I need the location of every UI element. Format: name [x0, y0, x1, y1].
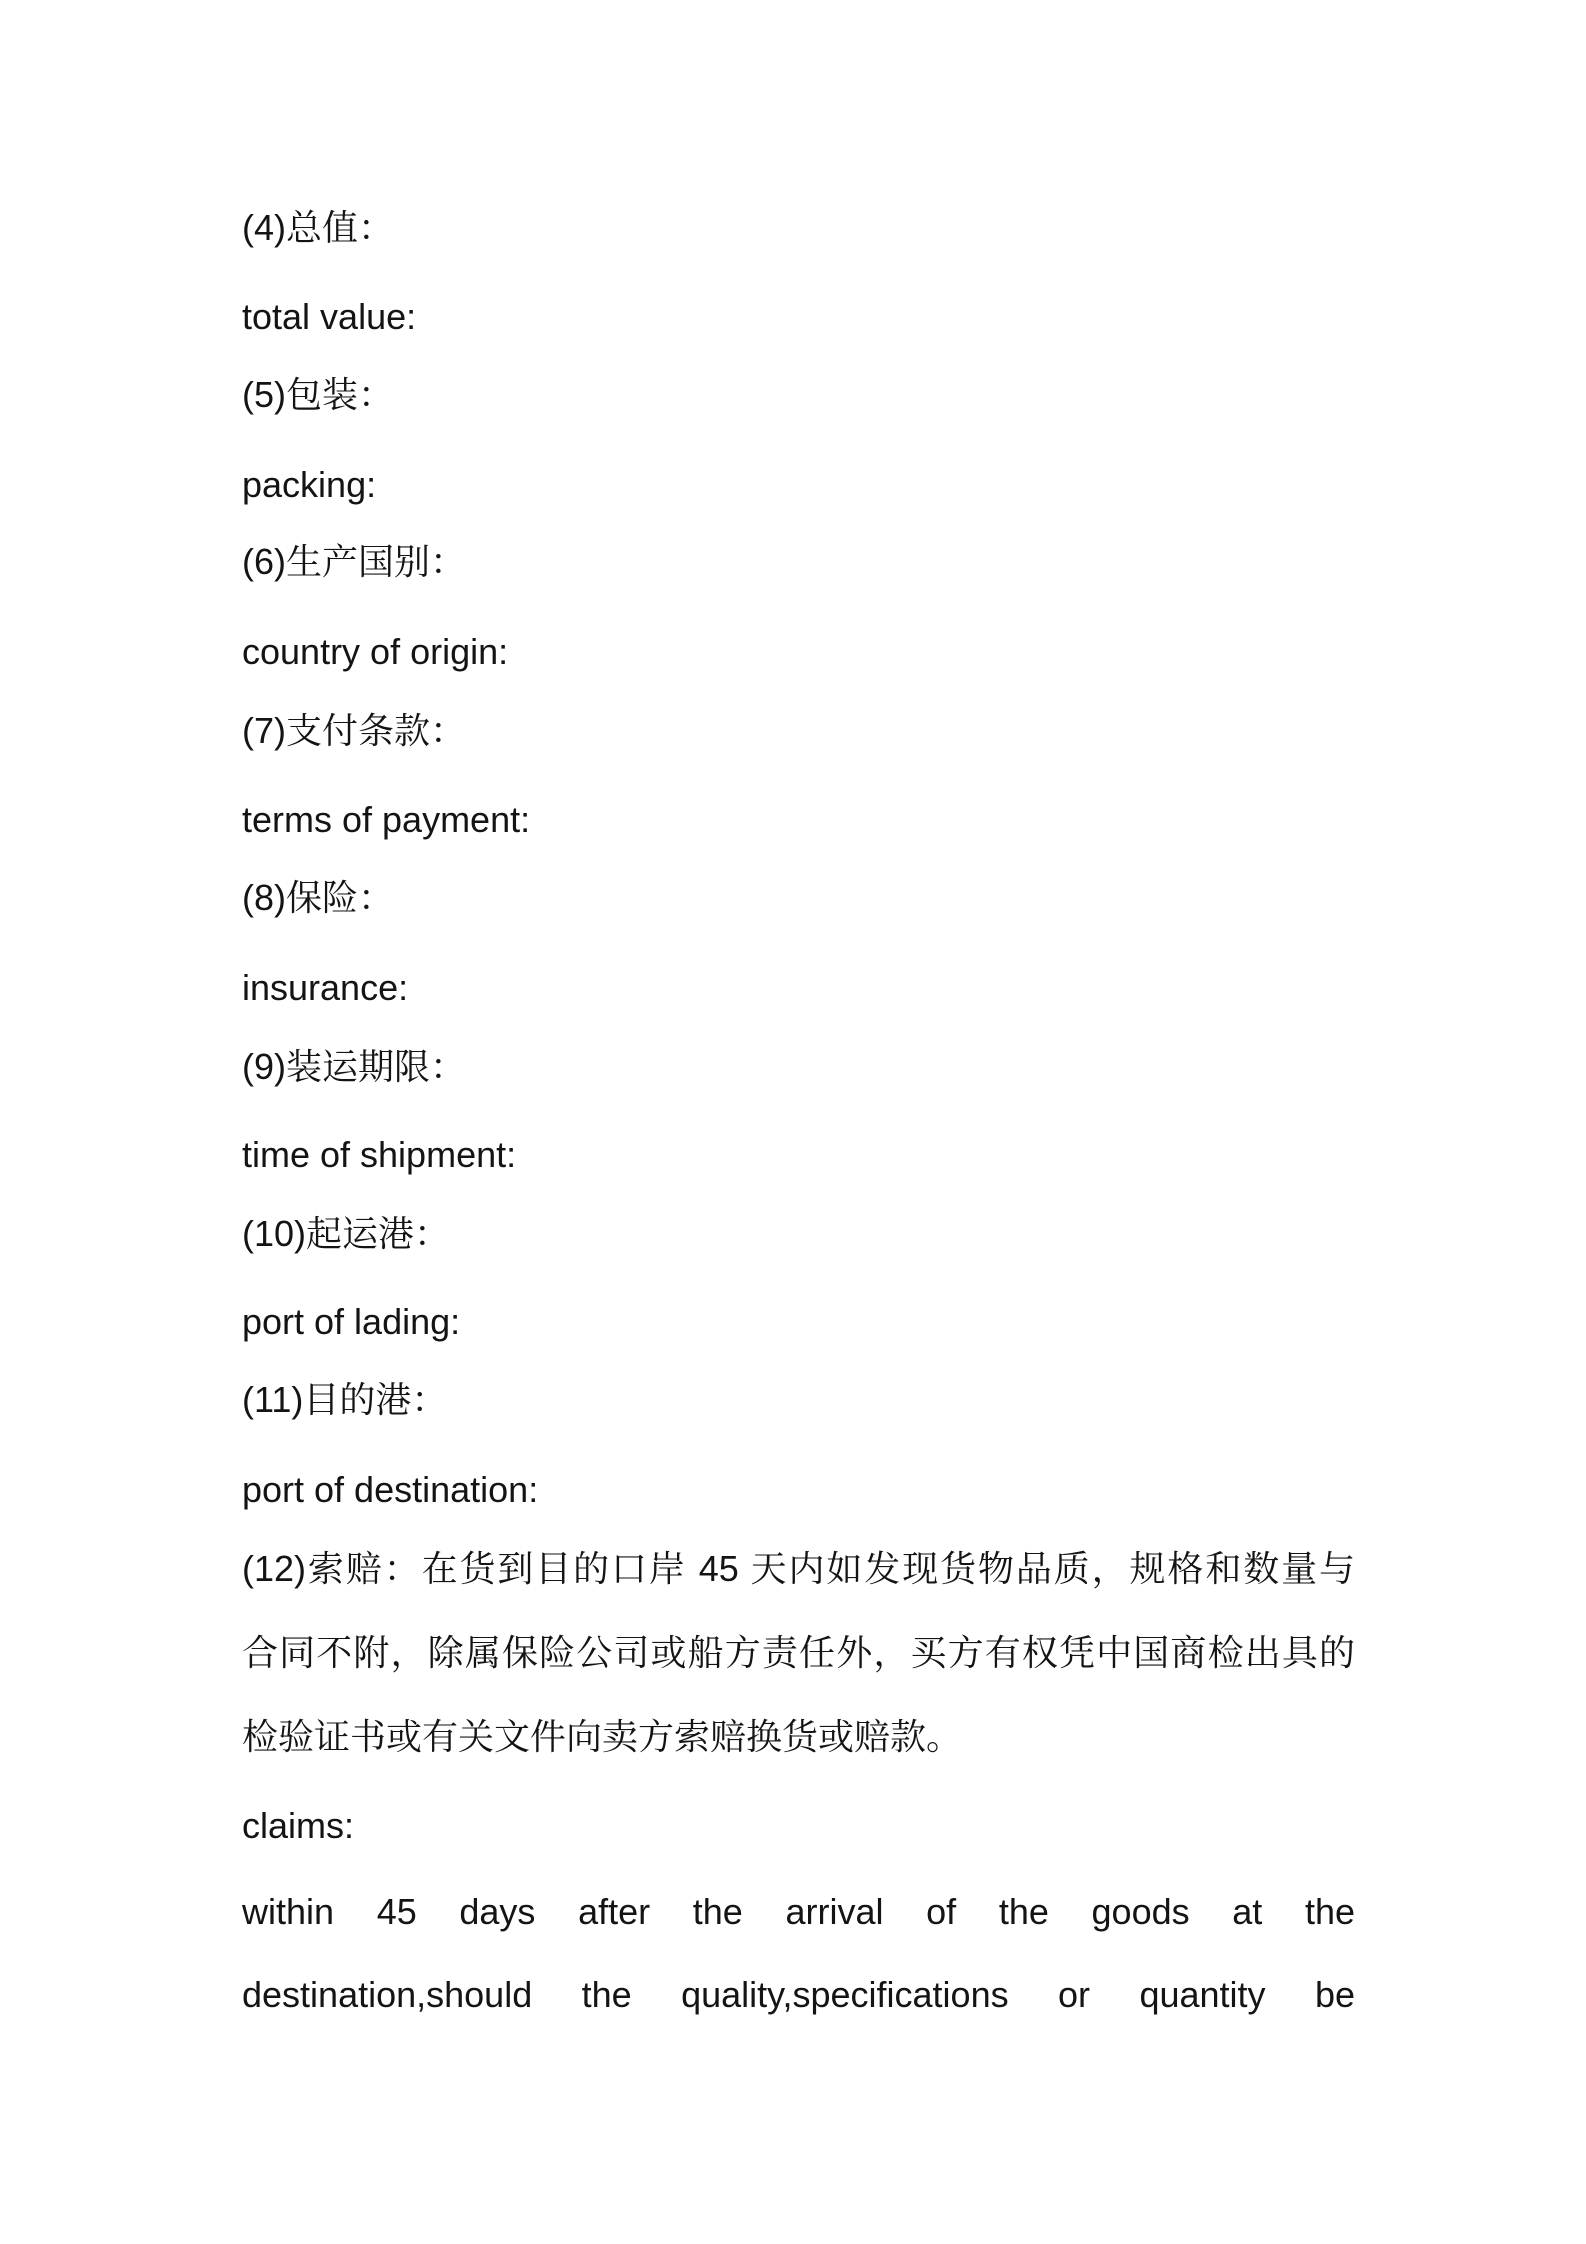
- clause-5-chinese: (5)包装：: [242, 374, 394, 415]
- clause-12-chinese-paragraph: [242, 1527, 1355, 1779]
- clause-4-english: total value:: [242, 296, 417, 337]
- clause-10-chinese: (10)起运港：: [242, 1213, 451, 1254]
- clause-12-chinese-line: (12)索赔：在货到目的口岸 45 天内如发现货物品质，规格和数量与: [242, 1548, 1355, 1589]
- clause-12-english-label: claims:: [242, 1805, 355, 1846]
- clause-6-chinese: (6)生产国别：: [242, 541, 466, 582]
- clause-12-chinese-line: 合同不附，除属保险公司或船方责任外，买方有权凭中国商检出具的: [242, 1632, 1355, 1673]
- clause-8-chinese: (8)保险：: [242, 877, 394, 918]
- clause-8-english: insurance:: [242, 967, 409, 1008]
- clause-7-chinese: (7)支付条款：: [242, 710, 466, 751]
- clause-7-english: terms of payment:: [242, 799, 531, 840]
- clause-10-english: port of lading:: [242, 1301, 461, 1342]
- clause-11-english: port of destination:: [242, 1469, 539, 1510]
- clause-11-chinese: (11)目的港：: [242, 1379, 448, 1420]
- clause-12-english-line: within 45 days after the arrival of the goods at the: [242, 1891, 1355, 1932]
- clause-12-english-line: destination,should the quality,specifications or quantity be: [242, 1974, 1355, 2015]
- clause-5-english: packing:: [242, 464, 377, 505]
- clause-12-chinese-line: 检验证书或有关文件向卖方索赔换货或赔款。: [242, 1716, 963, 1757]
- clause-12-english-paragraph: [242, 1870, 1355, 2036]
- clause-4-chinese: (4)总值：: [242, 207, 394, 248]
- clause-9-english: time of shipment:: [242, 1134, 517, 1175]
- clause-6-english: country of origin:: [242, 631, 509, 672]
- clause-9-chinese: (9)装运期限：: [242, 1046, 466, 1087]
